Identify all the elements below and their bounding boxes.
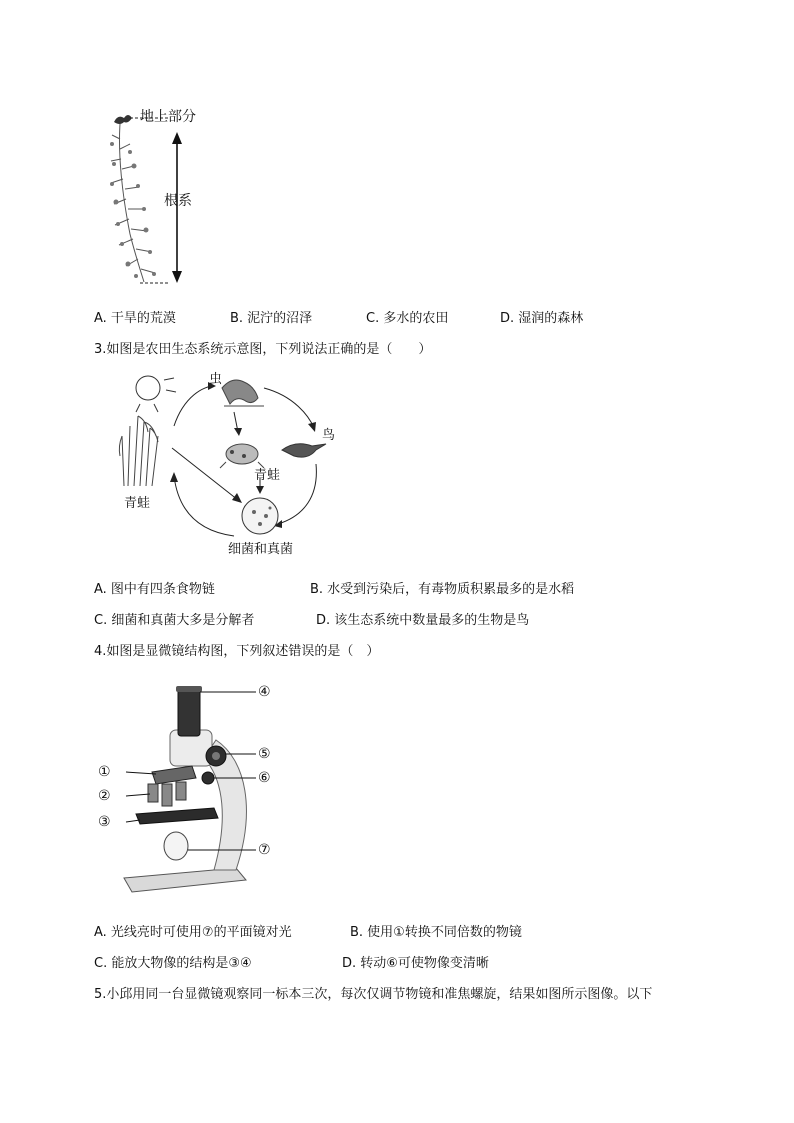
q2-option-d: D. 湿润的森林 [500, 311, 584, 326]
sun-icon [136, 376, 160, 400]
microscope-figure [96, 680, 286, 896]
ecosystem-figure [114, 366, 344, 556]
q4-stem: 4.如图是显微镜结构图，下列叙述错误的是（ ） [94, 644, 380, 659]
q3-stem: 3.如图是农田生态系统示意图，下列说法正确的是（ ） [94, 342, 432, 357]
label-insect: 虫 [209, 372, 223, 387]
q4-option-a: A. 光线亮时可使用⑦的平面镜对光 [94, 925, 292, 940]
q3-option-d: D. 该生态系统中数量最多的生物是鸟 [316, 613, 530, 628]
q3-option-a: A. 图中有四条食物链 [94, 582, 215, 597]
label-coarse-focus-5: ⑤ [258, 746, 271, 762]
label-decomposer: 细菌和真菌 [228, 542, 294, 557]
q3-option-b: B. 水受到污染后，有毒物质积累最多的是水稻 [310, 582, 575, 597]
root-system-figure [100, 104, 220, 290]
q2-option-a: A. 干旱的荒漠 [94, 311, 176, 326]
q2-option-b: B. 泥泞的沼泽 [230, 311, 313, 326]
label-nosepiece-1: ① [98, 764, 111, 780]
label-eyepiece-4: ④ [258, 684, 271, 700]
label-frog: 青蛙 [254, 468, 281, 483]
label-fine-focus-6: ⑥ [258, 770, 271, 786]
label-stage-3: ③ [98, 814, 111, 830]
label-mirror-7: ⑦ [258, 842, 271, 858]
label-bird: 鸟 [322, 428, 336, 443]
bacteria-fungi-icon [242, 498, 278, 534]
ecosystem-illustration [114, 366, 344, 556]
insect-icon [222, 380, 264, 406]
root-system-illustration [100, 104, 220, 290]
rice-plant-icon [119, 416, 158, 486]
label-plant: 青蛙 [124, 496, 151, 511]
q4-option-d: D. 转动⑥可使物像变清晰 [342, 956, 489, 971]
bird-icon [282, 444, 326, 457]
q5-stem: 5.小邱用同一台显微镜观察同一标本三次，每次仅调节物镜和准焦螺旋，结果如图所示图像。以下 [94, 987, 653, 1002]
label-above-ground: 地上部分 [140, 109, 196, 125]
q2-option-c: C. 多水的农田 [366, 311, 449, 326]
q3-option-c: C. 细菌和真菌大多是分解者 [94, 613, 255, 628]
label-root-system: 根系 [164, 193, 192, 209]
q4-option-b: B. 使用①转换不同倍数的物镜 [350, 925, 522, 940]
label-objective-2: ② [98, 788, 111, 804]
q4-option-c: C. 能放大物像的结构是③④ [94, 956, 252, 971]
microscope-illustration [96, 680, 286, 896]
